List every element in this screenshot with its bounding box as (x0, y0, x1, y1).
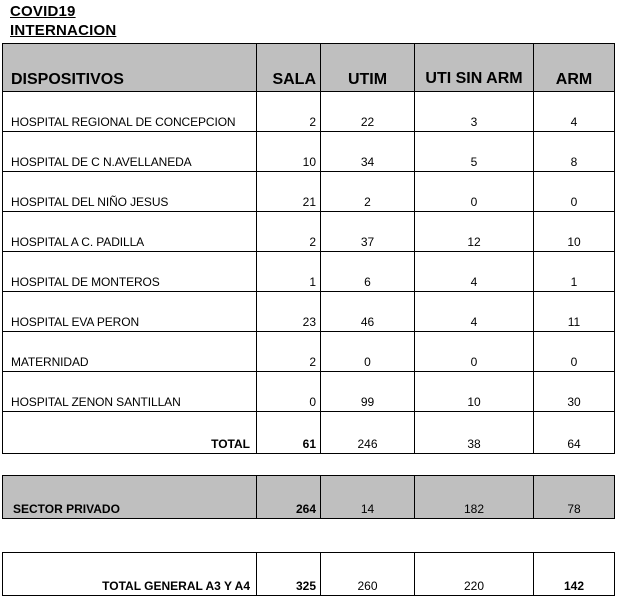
header-arm: ARM (534, 44, 615, 92)
sector-privado-utim: 14 (321, 476, 415, 519)
cell-utim: 0 (321, 332, 415, 372)
sector-privado-table (2, 475, 615, 519)
cell-uti-sin-arm: 0 (415, 332, 534, 372)
cell-utim: 22 (321, 92, 415, 132)
cell-uti-sin-arm: 5 (415, 132, 534, 172)
table-row (3, 252, 615, 292)
cell-uti-sin-arm: 0 (415, 172, 534, 212)
cell-utim: 37 (321, 212, 415, 252)
sector-privado-row (3, 476, 615, 519)
header-utim: UTIM (321, 44, 415, 92)
row-name: HOSPITAL REGIONAL DE CONCEPCION (3, 92, 257, 132)
total-general-utim: 260 (321, 553, 415, 596)
table-row (3, 292, 615, 332)
cell-uti-sin-arm: 4 (415, 292, 534, 332)
total-utim: 246 (321, 412, 415, 454)
cell-uti-sin-arm: 3 (415, 92, 534, 132)
cell-arm: 0 (534, 332, 615, 372)
table-row (3, 172, 615, 212)
sector-privado-label: SECTOR PRIVADO (3, 476, 257, 519)
total-general-arm: 142 (534, 553, 615, 596)
cell-utim: 46 (321, 292, 415, 332)
header-dispositivos: DISPOSITIVOS (3, 44, 257, 92)
cell-utim: 6 (321, 252, 415, 292)
row-name: HOSPITAL A C. PADILLA (3, 212, 257, 252)
table-row (3, 372, 615, 412)
cell-sala: 2 (257, 212, 321, 252)
sector-privado-arm: 78 (534, 476, 615, 519)
row-name: HOSPITAL EVA PERON (3, 292, 257, 332)
cell-arm: 8 (534, 132, 615, 172)
total-general-label: TOTAL GENERAL A3 Y A4 (3, 553, 257, 596)
cell-uti-sin-arm: 4 (415, 252, 534, 292)
total-uti-sin-arm: 38 (415, 412, 534, 454)
total-label: TOTAL (3, 412, 257, 454)
cell-sala: 21 (257, 172, 321, 212)
cell-sala: 1 (257, 252, 321, 292)
table-row (3, 212, 615, 252)
cell-arm: 10 (534, 212, 615, 252)
cell-uti-sin-arm: 12 (415, 212, 534, 252)
cell-sala: 2 (257, 332, 321, 372)
table-row (3, 332, 615, 372)
table-row (3, 92, 615, 132)
internacion-table (2, 43, 615, 454)
cell-uti-sin-arm: 10 (415, 372, 534, 412)
sector-privado-uti-sin-arm: 182 (415, 476, 534, 519)
title-covid19: COVID19 (10, 3, 76, 20)
total-general-table (2, 552, 615, 596)
cell-arm: 11 (534, 292, 615, 332)
table-row (3, 132, 615, 172)
row-name: HOSPITAL DE C N.AVELLANEDA (3, 132, 257, 172)
row-name: HOSPITAL DE MONTEROS (3, 252, 257, 292)
sector-privado-sala: 264 (257, 476, 321, 519)
cell-arm: 4 (534, 92, 615, 132)
cell-sala: 23 (257, 292, 321, 332)
cell-utim: 2 (321, 172, 415, 212)
total-sala: 61 (257, 412, 321, 454)
cell-sala: 10 (257, 132, 321, 172)
row-name: MATERNIDAD (3, 332, 257, 372)
cell-utim: 99 (321, 372, 415, 412)
total-general-sala: 325 (257, 553, 321, 596)
header-sala: SALA (257, 44, 321, 92)
total-general-row (3, 553, 615, 596)
cell-arm: 0 (534, 172, 615, 212)
cell-utim: 34 (321, 132, 415, 172)
cell-sala: 0 (257, 372, 321, 412)
row-name: HOSPITAL DEL NIÑO JESUS (3, 172, 257, 212)
cell-arm: 30 (534, 372, 615, 412)
row-name: HOSPITAL ZENON SANTILLAN (3, 372, 257, 412)
table-header-row (3, 44, 615, 92)
total-arm: 64 (534, 412, 615, 454)
header-uti-sin-arm: UTI SIN ARM (415, 44, 534, 92)
cell-sala: 2 (257, 92, 321, 132)
title-internacion: INTERNACION (10, 22, 117, 39)
total-general-uti-sin-arm: 220 (415, 553, 534, 596)
total-row (3, 412, 615, 454)
cell-arm: 1 (534, 252, 615, 292)
